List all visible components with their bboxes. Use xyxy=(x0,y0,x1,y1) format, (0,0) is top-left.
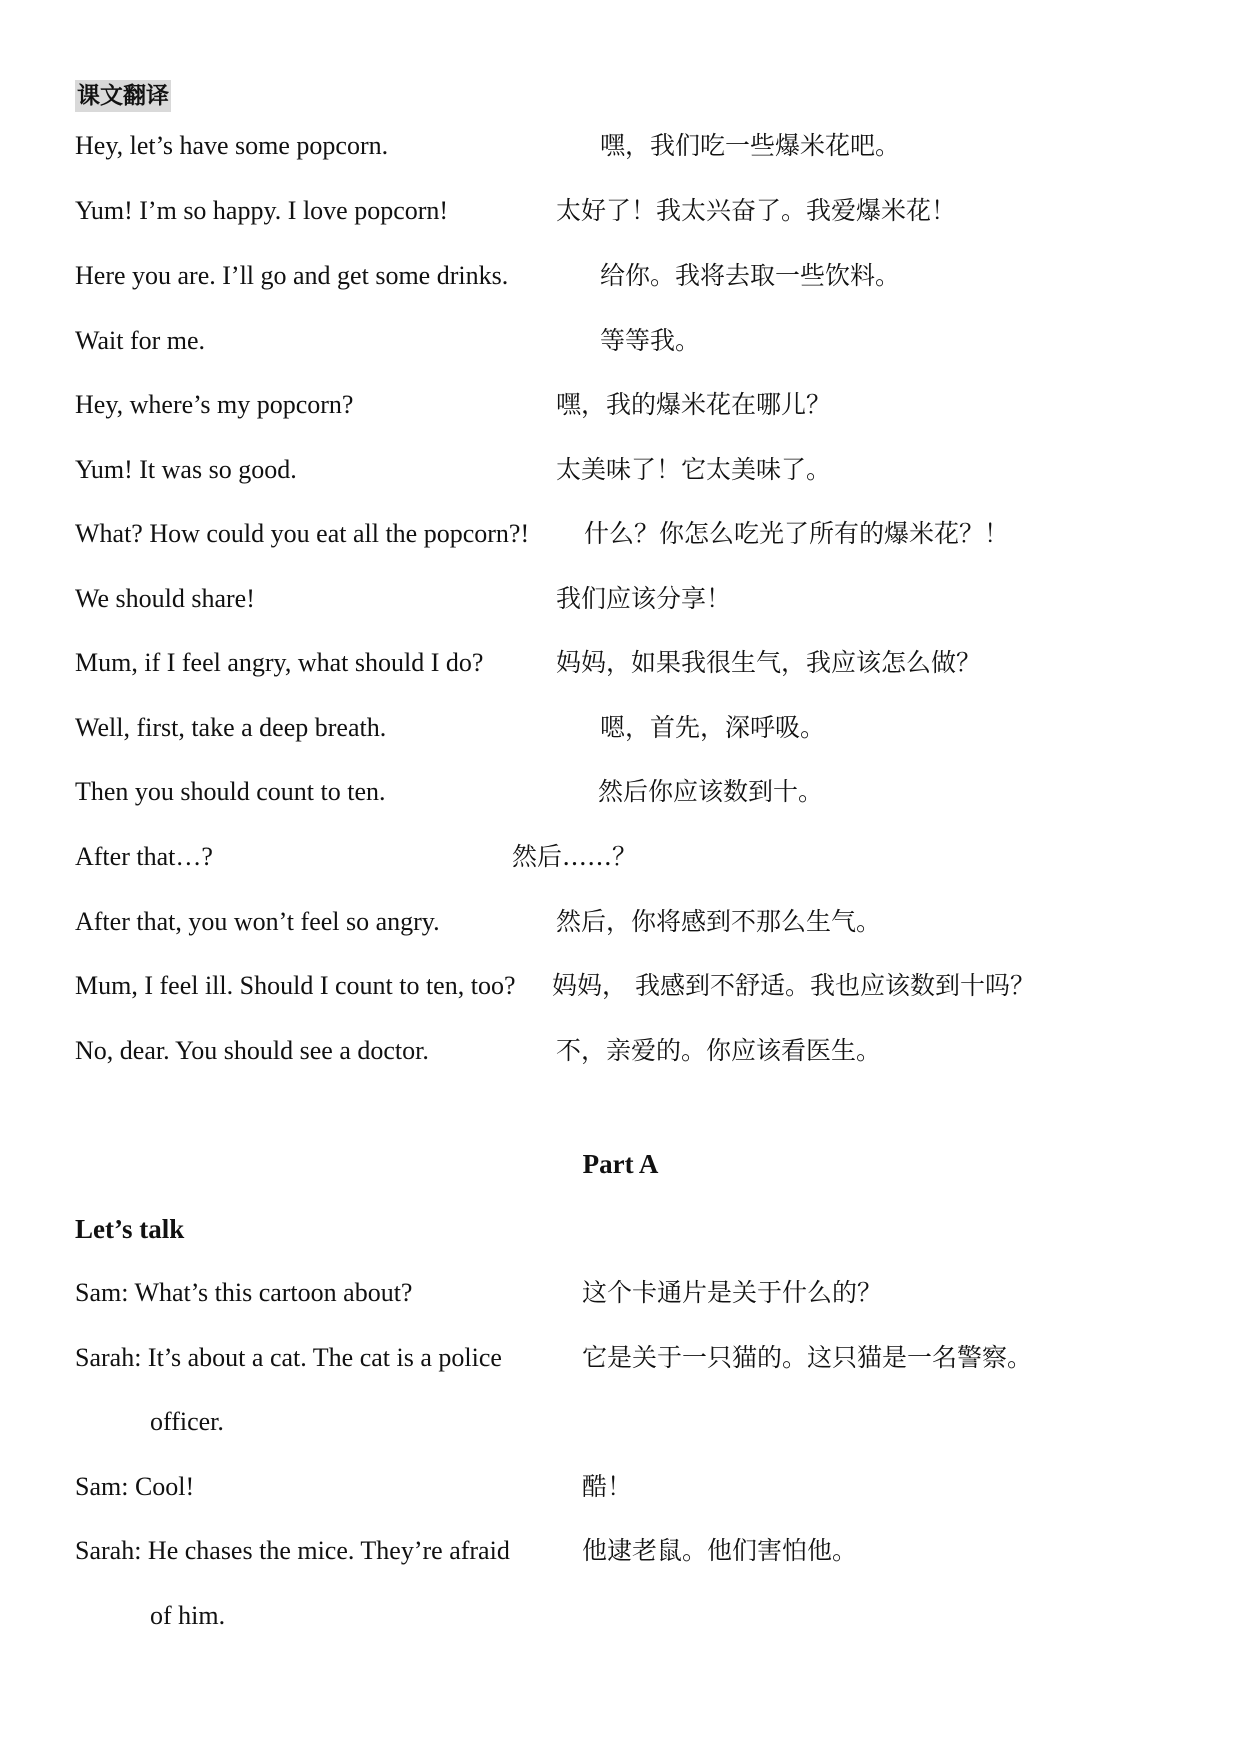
continuation-text: officer. xyxy=(150,1407,224,1436)
dialogue-line xyxy=(0,1533,1241,1569)
chinese-text: 然后……？ xyxy=(512,842,638,871)
chinese-text: 然后，你将感到不那么生气。 xyxy=(556,907,882,936)
english-text: What? How could you eat all the popcorn?! xyxy=(75,519,530,548)
part-title: Part A xyxy=(582,1149,659,1179)
translation-line xyxy=(0,645,1241,681)
chinese-text: 妈妈，如果我很生气，我应该怎么做？ xyxy=(556,648,982,677)
chinese-text: 妈妈， 我感到不舒适。我也应该数到十吗？ xyxy=(552,971,1035,1000)
translation-line xyxy=(0,452,1241,488)
chinese-text: 他逮老鼠。他们害怕他。 xyxy=(582,1536,858,1565)
translation-line xyxy=(0,839,1241,875)
english-text: Sam: Cool! xyxy=(75,1472,195,1501)
chinese-text: 它是关于一只猫的。这只猫是一名警察。 xyxy=(582,1343,1033,1372)
continuation-text: of him. xyxy=(150,1601,226,1630)
chinese-text: 我们应该分享！ xyxy=(556,584,732,613)
translation-line xyxy=(0,387,1241,423)
translation-line xyxy=(0,258,1241,294)
translation-line xyxy=(0,710,1241,746)
chinese-text: 然后你应该数到十。 xyxy=(598,777,824,806)
chinese-text: 这个卡通片是关于什么的？ xyxy=(582,1278,883,1307)
chinese-text: 嘿，我们吃一些爆米花吧。 xyxy=(600,131,901,160)
english-text: Sarah: It’s about a cat. The cat is a police xyxy=(75,1343,502,1372)
translation-line xyxy=(0,323,1241,359)
chinese-text: 酷！ xyxy=(582,1472,633,1501)
english-text: After that…? xyxy=(75,842,213,871)
dialogue-line xyxy=(0,1340,1241,1376)
chinese-text: 给你。我将去取一些饮料。 xyxy=(600,261,901,290)
translation-line xyxy=(0,904,1241,940)
chinese-text: 嘿，我的爆米花在哪儿？ xyxy=(556,390,832,419)
english-text: Mum, if I feel angry, what should I do? xyxy=(75,648,484,677)
translation-line xyxy=(0,193,1241,229)
section-heading: 课文翻译 xyxy=(75,80,171,112)
english-text: Wait for me. xyxy=(75,326,206,355)
english-text: After that, you won’t feel so angry. xyxy=(75,907,440,936)
chinese-text: 太好了！我太兴奋了。我爱爆米花！ xyxy=(556,196,957,225)
english-text: Here you are. I’ll go and get some drinks. xyxy=(75,261,509,290)
translation-line xyxy=(0,968,1241,1004)
translation-line xyxy=(0,774,1241,810)
english-text: Hey, where’s my popcorn? xyxy=(75,390,354,419)
english-text: Sam: What’s this cartoon about? xyxy=(75,1278,413,1307)
english-text: We should share! xyxy=(75,584,255,613)
chinese-text: 什么？你怎么吃光了所有的爆米花？！ xyxy=(584,519,1010,548)
chinese-text: 嗯，首先，深呼吸。 xyxy=(600,713,826,742)
dialogue-line xyxy=(0,1275,1241,1311)
english-text: Yum! It was so good. xyxy=(75,455,297,484)
chinese-text: 太美味了！它太美味了。 xyxy=(556,455,832,484)
translation-line xyxy=(0,1033,1241,1069)
english-text: Hey, let’s have some popcorn. xyxy=(75,131,389,160)
chinese-text: 等等我。 xyxy=(600,326,701,355)
english-text: Well, first, take a deep breath. xyxy=(75,713,387,742)
translation-line xyxy=(0,516,1241,552)
english-text: Yum! I’m so happy. I love popcorn! xyxy=(75,196,449,225)
english-text: Mum, I feel ill. Should I count to ten, too? xyxy=(75,971,516,1000)
translation-line xyxy=(0,128,1241,164)
section-title: Let’s talk xyxy=(75,1214,185,1244)
english-text: No, dear. You should see a doctor. xyxy=(75,1036,429,1065)
english-text: Sarah: He chases the mice. They’re afraid xyxy=(75,1536,510,1565)
dialogue-line xyxy=(0,1469,1241,1505)
translation-line xyxy=(0,581,1241,617)
chinese-text: 不，亲爱的。你应该看医生。 xyxy=(556,1036,882,1065)
english-text: Then you should count to ten. xyxy=(75,777,386,806)
